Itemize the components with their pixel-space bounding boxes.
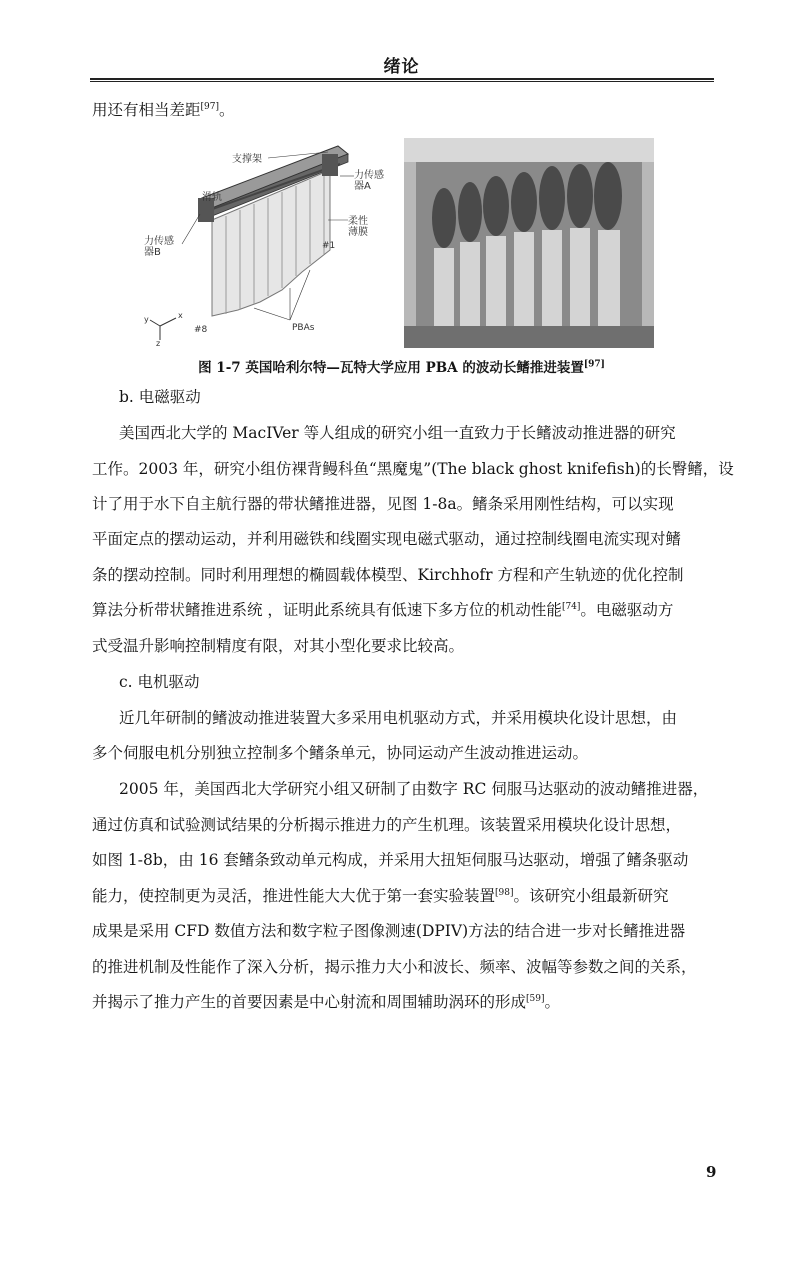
paragraph-line: 2005 年，美国西北大学研究小组又研制了由数字 RC 伺服马达驱动的波动鳍推进器，: [119, 780, 709, 798]
paragraph-line: 的推进机制及性能作了深入分析，揭示推力大小和波长、频率、波幅等参数之间的关系，: [92, 958, 697, 976]
citation: [97]: [200, 101, 219, 112]
header-rule: [90, 78, 714, 82]
citation: [97]: [583, 359, 605, 370]
page-header-title: 绪论: [383, 57, 420, 77]
label-force-sensor-b: 力传感器B: [144, 236, 174, 258]
label-support-frame: 支撑架: [232, 154, 262, 165]
paragraph-line: 式受温升影响控制精度有限，对其小型化要求比较高。: [92, 637, 465, 655]
paragraph-line: 多个伺服电机分别独立控制多个鳍条单元，协同运动产生波动推进运动。: [92, 744, 589, 762]
pba-schematic-diagram: [142, 140, 392, 346]
citation: [98]: [495, 887, 514, 898]
page-number: 9: [706, 1163, 717, 1181]
paragraph-line: 工作。2003 年，研究小组仿裸背鳗科鱼“黑魔鬼”(The black ghost knifefish)的长臀鳍，设: [92, 460, 734, 478]
paragraph-line: 算法分析带状鳍推进系统 ，证明此系统具有低速下多方位的机动性能[74]。电磁驱动方: [92, 601, 674, 619]
paragraph-line: 成果是采用 CFD 数值方法和数字粒子图像测速(DPIV)方法的结合进一步对长鳍推进器: [92, 922, 686, 940]
paragraph-line: 美国西北大学的 MacIVer 等人组成的研究小组一直致力于长鳍波动推进器的研究: [119, 424, 676, 442]
figure-caption: 图 1-7 英国哈利尔特—瓦特大学应用 PBA 的波动长鳍推进装置[97]: [198, 359, 605, 376]
intro-line: 用还有相当差距[97]。: [92, 101, 235, 119]
paragraph-line: 计了用于水下自主航行器的带状鳍推进器，见图 1-8a。鳍条采用刚性结构，可以实现: [92, 495, 674, 513]
paragraph-line: 能力，使控制更为灵活，推进性能大大优于第一套实验装置[98]。该研究小组最新研究: [92, 887, 669, 905]
label-slide-rail: 滑轨: [202, 192, 222, 203]
axis-z-label: z: [156, 339, 161, 346]
label-num-1: #1: [322, 241, 336, 251]
paragraph-line: 平面定点的摆动运动，并利用磁铁和线圈实现电磁式驱动，通过控制线圈电流实现对鳍: [92, 530, 682, 548]
label-pbas: PBAs: [292, 323, 315, 333]
axis-x-label: x: [178, 311, 183, 320]
label-num-8: #8: [194, 325, 208, 335]
section-b-heading: b. 电磁驱动: [119, 388, 201, 406]
label-flexible-film: 柔性薄膜: [348, 216, 368, 238]
section-c-heading: c. 电机驱动: [119, 673, 200, 691]
citation: [74]: [561, 601, 581, 612]
paragraph-line: 条的摆动控制。同时利用理想的椭圆载体模型、Kirchhofr 方程和产生轨迹的优化控制: [92, 566, 684, 584]
citation: [59]: [526, 993, 545, 1004]
paragraph-line: 如图 1-8b，由 16 套鳍条致动单元构成，并采用大扭矩伺服马达驱动，增强了鳍条驱动: [92, 851, 689, 869]
axis-y-label: y: [144, 315, 149, 324]
paragraph-line: 并揭示了推力产生的首要因素是中心射流和周围辅助涡环的形成[59]。: [92, 993, 561, 1011]
label-force-sensor-a: 力传感器A: [354, 170, 384, 192]
pba-device-photo: [404, 138, 654, 348]
paragraph-line: 通过仿真和试验测试结果的分析揭示推进力的产生机理。该装置采用模块化设计思想，: [92, 816, 682, 834]
paragraph-line: 近几年研制的鳍波动推进装置大多采用电机驱动方式，并采用模块化设计思想，由: [119, 709, 678, 727]
